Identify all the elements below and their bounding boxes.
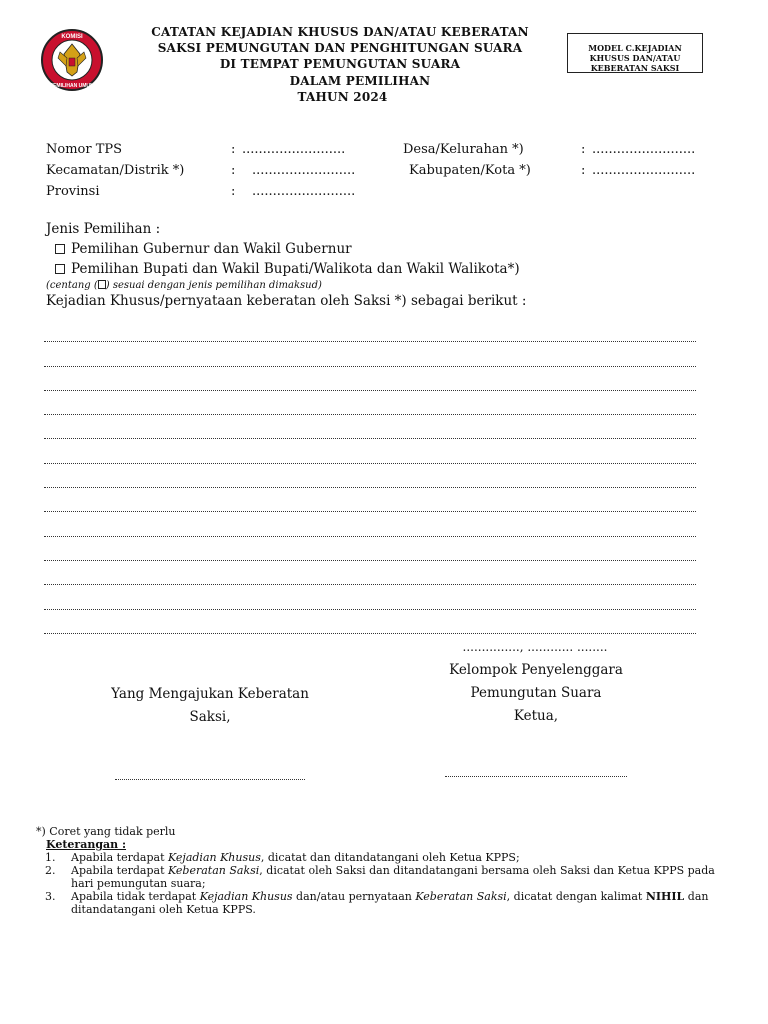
kabupaten-label: Kabupaten/Kota *) [409,163,531,178]
note-text: (centang ( [46,280,98,291]
left-line1: Yang Mengajukan Keberatan [111,686,309,702]
option-gubernur-label: Pemilihan Gubernur dan Wakil Gubernur [71,241,352,257]
centang-note [46,279,686,293]
note-text: ) sesuai dengan jenis pemilihan dimaksud) [105,280,322,291]
list-item: 1. Apabila terdapat Kejadian Khusus, dicatat dan ditandatangani oleh Ketua KPPS; [59,851,716,864]
writing-area[interactable] [44,318,696,634]
title-line: SAKSI PEMUNGUTAN DAN PENGHITUNGAN SUARA [157,41,523,55]
writing-line[interactable] [44,342,696,366]
title-line: CATATAN KEJADIAN KHUSUS DAN/ATAU KEBERATAN [151,25,529,39]
writing-line[interactable] [44,561,696,585]
model-box [567,33,703,73]
kpu-emblem-icon [40,28,104,92]
signature-right [420,659,652,728]
coret-note: *) Coret yang tidak perlu [36,825,176,838]
checkbox-gubernur[interactable] [55,244,65,254]
checkbox-bupati-walikota[interactable] [55,264,65,274]
model-line: MODEL C.KEJADIAN [588,43,682,53]
model-line: KHUSUS DAN/ATAU [589,53,681,63]
option-gubernur[interactable] [46,239,686,259]
svg-text:PEMILIHAN UMUM: PEMILIHAN UMUM [49,83,95,89]
place-date[interactable]: ..............., ............ ........ [462,640,608,654]
jenis-pemilihan-section [46,219,686,310]
desa-field[interactable]: ......................... [592,142,696,157]
right-line3: Ketua, [513,708,559,724]
desa-label: Desa/Kelurahan *) [403,142,524,157]
signature-left [80,683,340,729]
writing-line[interactable] [44,318,696,342]
provinsi-label: Provinsi [46,184,100,199]
nomor-tps-label: Nomor TPS [46,142,123,157]
title-line: TAHUN 2024 [297,90,388,104]
writing-line[interactable] [44,464,696,488]
desa-sep: : [581,142,586,157]
statement-line: Kejadian Khusus/pernyataan keberatan oleh Saksi *) sebagai berikut : [46,293,527,309]
footer-notes [36,825,716,916]
checkbox-example-icon [98,280,106,289]
title-line: DALAM PEMILIHAN [289,74,431,88]
nomor-tps-sep: : [231,142,236,157]
kecamatan-sep: : [231,163,236,178]
list-item: 2. Apabila terdapat Keberatan Saksi, dicatat oleh Saksi dan ditandatangani bersama oleh Saksi dan Ketua KPPS pada hari pemungutan suara; [59,864,716,890]
provinsi-sep: : [231,184,236,199]
keterangan-list [36,851,716,916]
writing-line[interactable] [44,488,696,512]
writing-line[interactable] [44,439,696,463]
writing-line[interactable] [44,391,696,415]
list-item: 3. Apabila tidak terdapat Kejadian Khusus dan/atau pernyataan Keberatan Saksi, dicatat dengan kalimat NIHIL dan ditandatangani oleh Ketua KPPS. [59,890,716,916]
writing-line[interactable] [44,367,696,391]
writing-line[interactable] [44,415,696,439]
right-line2: Pemungutan Suara [470,685,602,701]
svg-text:KOMISI: KOMISI [61,34,83,40]
keterangan-heading: Keterangan : [46,838,127,851]
writing-line[interactable] [44,610,696,634]
option-bupati-walikota-label: Pemilihan Bupati dan Wakil Bupati/Walikota dan Wakil Walikota*) [71,261,520,277]
writing-line[interactable] [44,585,696,609]
title-line: DI TEMPAT PEMUNGUTAN SUARA [219,57,461,71]
provinsi-field[interactable]: ......................... [252,184,356,199]
kecamatan-label: Kecamatan/Distrik *) [46,163,185,178]
kecamatan-field[interactable]: ......................... [252,163,356,178]
jenis-heading: Jenis Pemilihan : [46,221,161,237]
nomor-tps-field[interactable]: ......................... [242,142,346,157]
kpu-logo [40,28,104,92]
option-bupati-walikota[interactable] [46,259,686,279]
model-line: KEBERATAN SAKSI [590,63,680,73]
writing-line[interactable] [44,537,696,561]
signature-line-saksi[interactable] [115,778,305,780]
kabupaten-sep: : [581,163,586,178]
writing-line[interactable] [44,512,696,536]
left-line2: Saksi, [189,709,231,725]
document-title [130,24,550,105]
right-line1: Kelompok Penyelenggara [449,662,623,678]
kabupaten-field[interactable]: ......................... [592,163,696,178]
signature-line-ketua[interactable] [445,775,627,777]
